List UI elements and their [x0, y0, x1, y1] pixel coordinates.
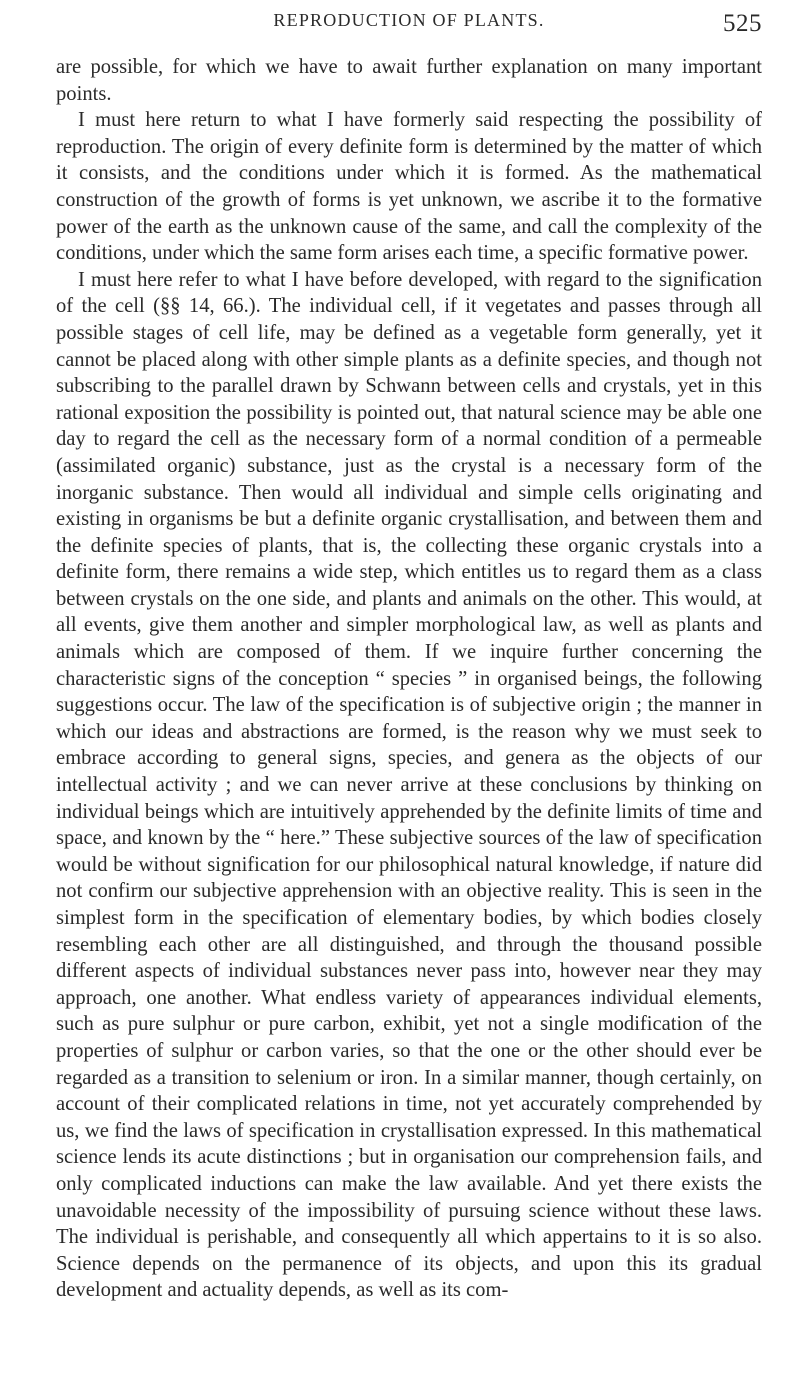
page-number: 525 [723, 10, 762, 37]
page-header [56, 6, 762, 46]
body-text [56, 54, 762, 1304]
paragraph-reproduction-possibility: I must here return to what I have formerly said respecting the possibility of reproduction. The origin of every definite form is determined by the matter of which it consists, and the conditions under which it is formed. As the mathematical construction of the growth of forms is yet unknown, we ascribe it to the formative power of the earth as the unknown cause of the same, and call the complexity of the conditions, under which the same form arises each time, a specific formative power. [56, 109, 762, 265]
running-head: REPRODUCTION OF PLANTS. [273, 10, 545, 30]
paragraph-continuation: are possible, for which we have to await further explanation on many important points. [56, 56, 762, 105]
paragraph-cell-signification: I must here refer to what I have before developed, with regard to the signification of the cell (§§ 14, 66.). The individual cell, if it vegetates and passes through all possible stages of cell life, may be defined as a vegetable form generally, yet it cannot be placed along with other simple plants as a definite species, and though not subscribing to the parallel drawn by Schwann between cells and crystals, yet in this rational exposition the possibility is pointed out, that natural science may be able one day to regard the cell as the necessary form of a normal condition of a permeable (assimilated organic) substance, just as the crystal is a necessary form of the inorganic substance. Then would all individual and simple cells originating and existing in organisms be but a definite organic crystallisation, and between them and the definite species of plants, that is, the collecting these organic crystals into a definite form, there remains a wide step, which entitles us to regard them as a class between crystals on the one side, and plants and animals on the other. This would, at all events, give them another and simpler morphological law, as well as plants and animals which are composed of them. If we inquire further concerning the characteristic signs of the conception “ species ” in organised beings, the following suggestions occur. The law of the specification is of subjective origin ; the manner in which our ideas and abstractions are formed, is the reason why we must seek to embrace according to general signs, species, and genera as the objects of our intellectual activity ; and we can never arrive at these conclusions by thinking on individual beings which are intuitively apprehended by the definite limits of time and space, and known by the “ here.” These subjective sources of the law of specification would be without signification for our philosophical natural knowledge, if nature did not confirm our subjective apprehension with an objective reality. This is seen in the simplest form in the specification of elementary bodies, by which bodies closely resembling each other are all distinguished, and through the thousand possible different aspects of individual substances never pass into, however near they may approach, one another. What endless variety of appearances individual elements, such as pure sulphur or pure carbon, exhibit, yet not a single modification of the properties of sulphur or carbon varies, so that the one or the other should ever be regarded as a transition to selenium or iron. In a similar manner, though certainly, on account of their complicated relations in time, not yet accurately comprehended by us, we find the laws of specification in crystallisation expressed. In this mathematical science lends its acute distinctions ; but in organisation our comprehension fails, and only complicated inductions can make the law available. And yet there exists the unavoidable necessity of the impossibility of pursuing science without these laws. The individual is perishable, and consequently all which appertains to it is so also. Science depends on the permanence of its objects, and upon this its gradual development and actuality depends, as well as its com- [56, 268, 762, 1302]
